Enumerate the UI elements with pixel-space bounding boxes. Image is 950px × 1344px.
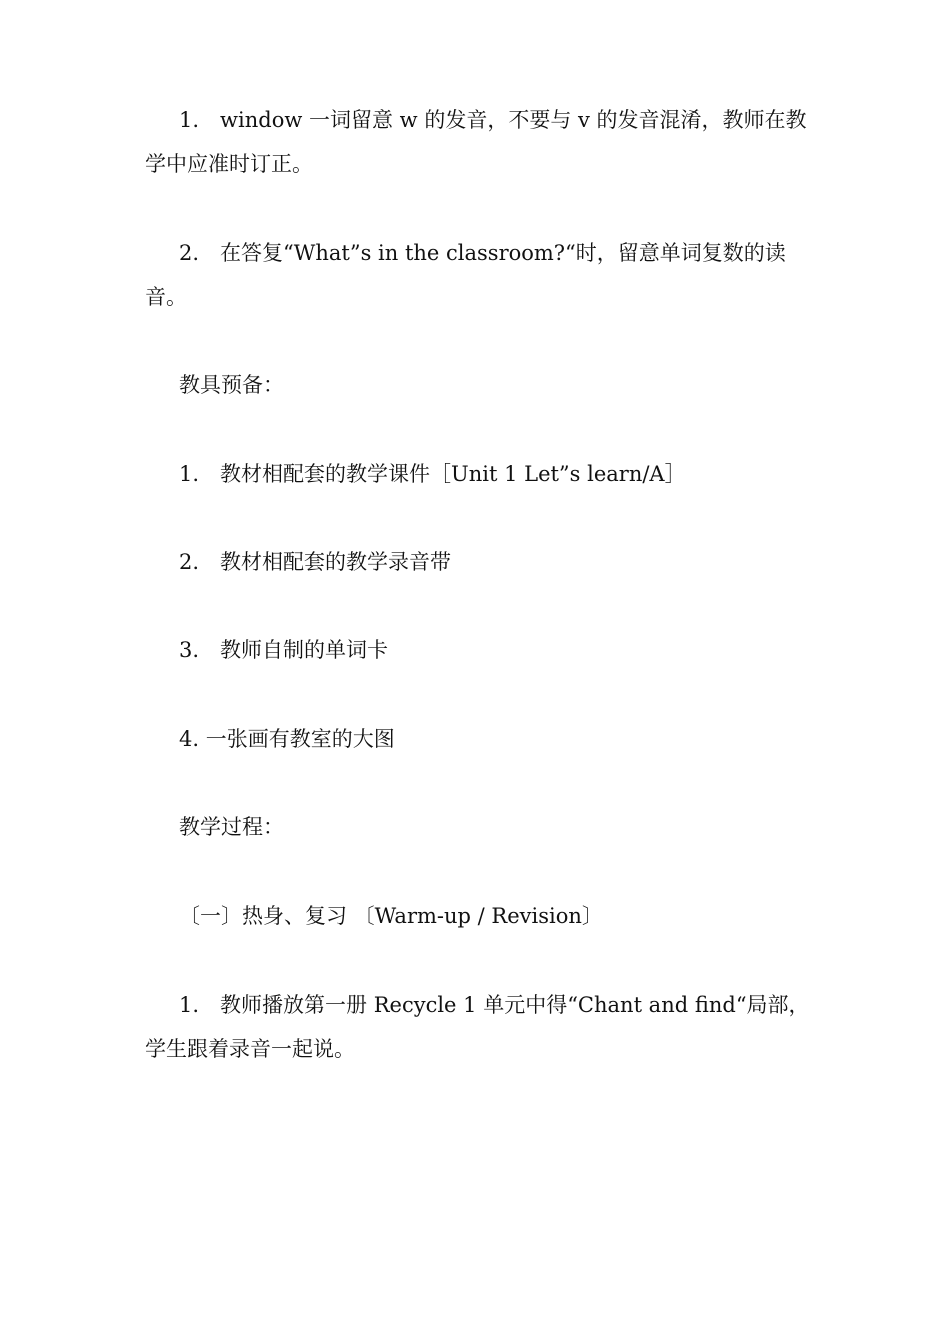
list-item-audio-tape: 2. 教材相配套的教学录音带: [179, 550, 452, 574]
paragraph-chant-and-find: 1. 教师播放第一册 Recycle 1 单元中得“Chant and find“局部， 学生跟着录音一起说。: [145, 993, 810, 1061]
paragraph-classroom-question: 2. 在答复“What”s in the classroom?“时，留意单词复数的读音。: [145, 241, 786, 309]
list-item-word-cards: 3. 教师自制的单词卡: [179, 638, 389, 662]
heading-teaching-aids: 教具预备：: [179, 373, 284, 397]
list-item-classroom-picture: 4. 一张画有教室的大图: [179, 727, 395, 751]
list-item-courseware: 1. 教材相配套的教学课件［Unit 1 Let”s learn/A］: [179, 462, 686, 486]
section-warm-up-revision: 〔一〕热身、复习 〔Warm-up / Revision〕: [179, 904, 603, 928]
heading-teaching-process: 教学过程：: [179, 815, 284, 839]
paragraph-window-pronunciation: 1. window 一词留意 w 的发音，不要与 v 的发音混淆，教师在教学中应准时订正。: [145, 108, 807, 176]
